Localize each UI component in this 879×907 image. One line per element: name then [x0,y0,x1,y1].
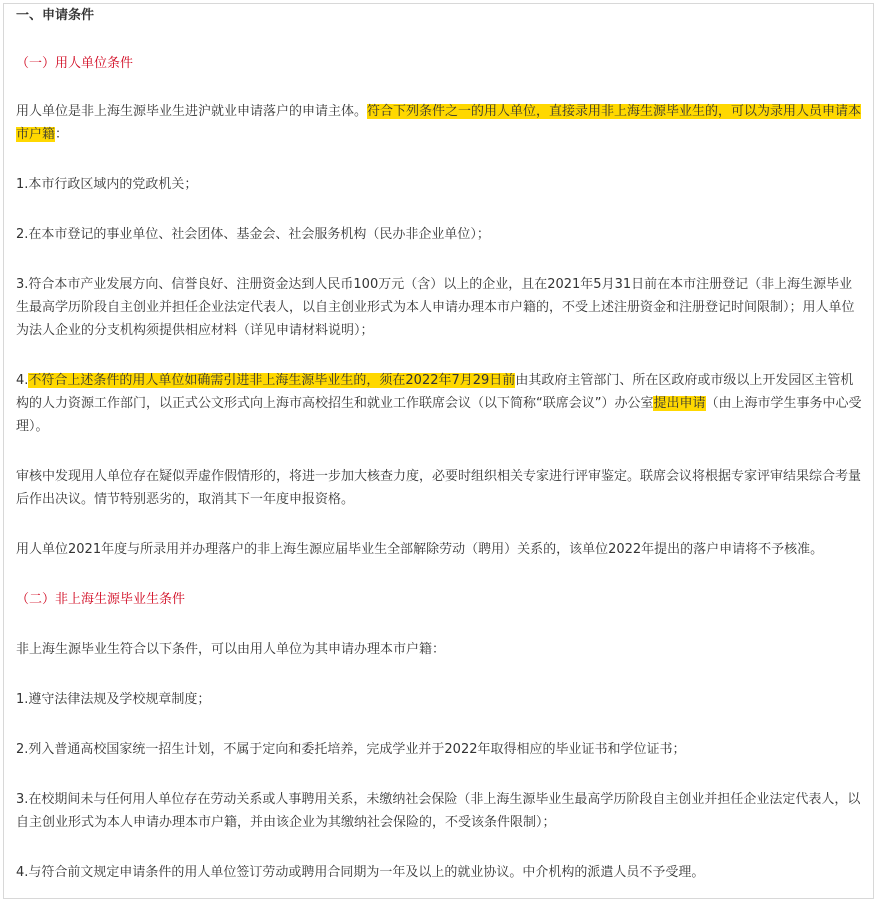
graduate-item-3: 3.在校期间未与任何用人单位存在劳动关系或人事聘用关系，未缴纳社会保险（非上海生源毕业生最高学历阶段自主创业并担任企业法定代表人，以自主创业形式为本人申请办理本市户籍，并由该企业为其缴纳社会保险的，不受该条件限制）； [16,792,861,830]
graduate-item-1: 1.遵守法律法规及学校规章制度； [16,692,211,707]
employer-item-4-suffix: （由上海市学生事务中心受理）。 [16,396,862,434]
employer-intro-highlight: 符合下列条件之一的用人单位，直接录用非上海生源毕业生的，可以为录用人员申请本市户籍 [16,104,862,142]
employer-item-1: 1.本市行政区域内的党政机关； [16,177,198,192]
employer-item-2: 2.在本市登记的事业单位、社会团体、基金会、社会服务机构（民办非企业单位）； [16,227,490,242]
employer-subtitle: （一）用人单位条件 [16,56,134,71]
employer-item-4-highlight-apply: 提出申请 [653,396,706,411]
graduate-subtitle: （二）非上海生源毕业生条件 [16,592,186,607]
employer-item-4-body: 由其政府主管部门、所在区政府或市级以上开发园区主管机构的人力资源工作部门，以正式公文形式向上海市高校招生和就业工作联席会议（以下简称“联席会议”）办公室 [16,373,854,411]
employer-intro-tail: ： [55,127,69,142]
graduate-item-4: 4.与符合前文规定申请条件的用人单位签订劳动或聘用合同期为一年及以上的就业协议。中介机构的派遣人员不予受理。 [16,865,705,880]
employer-intro-text: 用人单位是非上海生源毕业生进沪就业申请落户的申请主体。 [16,104,368,119]
document-content [4,4,873,884]
review-note: 审核中发现用人单位存在疑似弄虚作假情形的，将进一步加大核查力度，必要时组织相关专家进行评审鉴定。联席会议将根据专家评审结果综合考量后作出决议。情节特别恶劣的，取消其下一年度申报资格。 [16,469,862,507]
termination-note: 用人单位2021年度与所录用并办理落户的非上海生源应届毕业生全部解除劳动（聘用）关系的，该单位2022年提出的落户申请将不予核准。 [16,542,824,557]
employer-item-4-highlight-deadline: 不符合上述条件的用人单位如确需引进非上海生源毕业生的，须在2022年7月29日前 [28,373,516,388]
document-frame [3,3,874,899]
employer-item-4 [16,369,863,438]
employer-item-4-prefix: 4. [16,373,29,388]
graduate-intro: 非上海生源毕业生符合以下条件，可以由用人单位为其申请办理本市户籍： [16,642,446,657]
employer-intro [16,100,863,146]
graduate-item-2: 2.列入普通高校国家统一招生计划，不属于定向和委托培养，完成学业并于2022年取得相应的毕业证书和学位证书； [16,742,686,757]
employer-item-3: 3.符合本市产业发展方向、信誉良好、注册资金达到人民币100万元（含）以上的企业，且在2021年5月31日前在本市注册登记（非上海生源毕业生最高学历阶段自主创业并担任企业法定代表人，以自主创业形式为本人申请办理本市户籍的，不受上述注册资金和注册登记时间限制）；用人单位为法人企业的分支机构须提供相应材料（详见申请材料说明）； [16,277,855,338]
section-title: 一、申请条件 [16,8,95,23]
